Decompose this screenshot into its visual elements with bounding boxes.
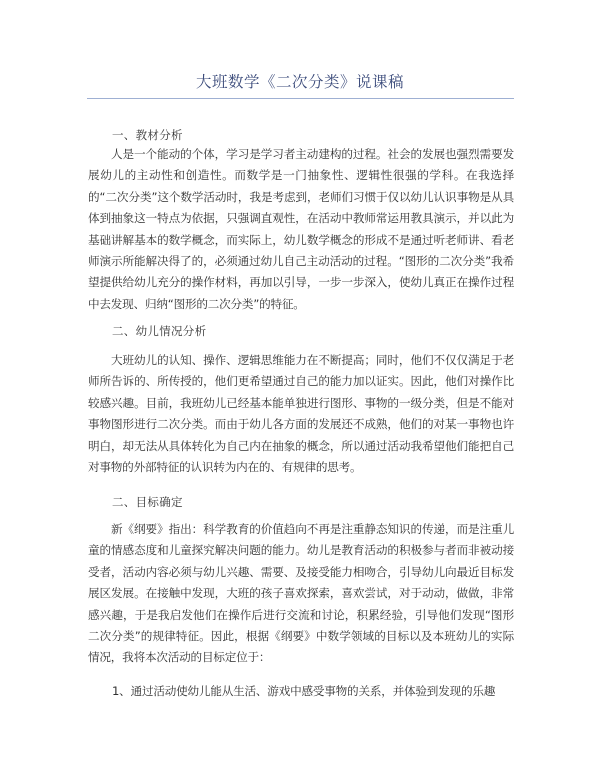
section-heading-goals: 二、目标确定 <box>112 495 183 509</box>
section-paragraph-goals: 新《纲要》指出：科学教育的价值趋向不再是注重静态知识的传递，而是注重儿童的情感态度和儿童探究解决问题的能力。幼儿是教育活动的积极参与者而非被动接受者，活动内容必须与幼儿兴趣、需要、及接受能力相吻合，引导幼儿向最近目标发展区发展。在接触中发现，大班的孩子喜欢探索，喜欢尝试，对于动动，做做，非常感兴趣，于是我启发他们在操作后进行交流和讨论，积累经验，引导他们发现“图形二次分类”的规律特征。因此，根据《纲要》中数学领域的目标以及本班幼儿的实际情况，我将本次活动的目标定位于： <box>88 522 514 665</box>
section-paragraph-materials: 人是一个能动的个体，学习是学习者主动建构的过程。社会的发展也强烈需要发展幼儿的主动性和创造性。而数学是一门抽象性、逻辑性很强的学科。在我选择的“二次分类”这个数学活动时，我是考虑到，老师们习惯于仅以幼儿认识事物是从具体到抽象这一特点为依据，只强调直观性，在活动中教师常运用教具演示，并以此为基础讲解基本的数学概念，而实际上，幼儿数学概念的形成不是通过听老师讲、看老师演示所能解决得了的，必须通过幼儿自己主动活动的过程。“图形的二次分类”我希望提供给幼儿充分的操作材料，再加以引导，一步一步深入，使幼儿真正在操作过程中去发现、归纳“图形的二次分类”的特征。 <box>88 147 514 311</box>
document-title: 大班数学《二次分类》说课稿 <box>195 73 404 91</box>
section-heading-materials: 一、教材分析 <box>112 128 183 142</box>
section-heading-children: 二、幼儿情况分析 <box>112 324 207 338</box>
title-divider <box>87 98 514 99</box>
goal-list-item: 1、通过活动使幼儿能从生活、游戏中感受事物的关系，并体验到发现的乐趣 <box>112 684 496 698</box>
section-paragraph-children: 大班幼儿的认知、操作、逻辑思维能力在不断提高；同时，他们不仅仅满足于老师所告诉的、所传授的，他们更希望通过自己的能力加以证实。因此，他们对操作比较感兴趣。目前，我班幼儿已经基本能单独进行图形、事物的一级分类，但是不能对事物图形进行二次分类。而由于幼儿各方面的发展还不成熟，他们的对某一事物也许明白，却无法从具体转化为自己内在抽象的概念，所以通过活动我希望他们能把自己对事物的外部特征的认识转为内在的、有规律的思考。 <box>88 353 514 475</box>
